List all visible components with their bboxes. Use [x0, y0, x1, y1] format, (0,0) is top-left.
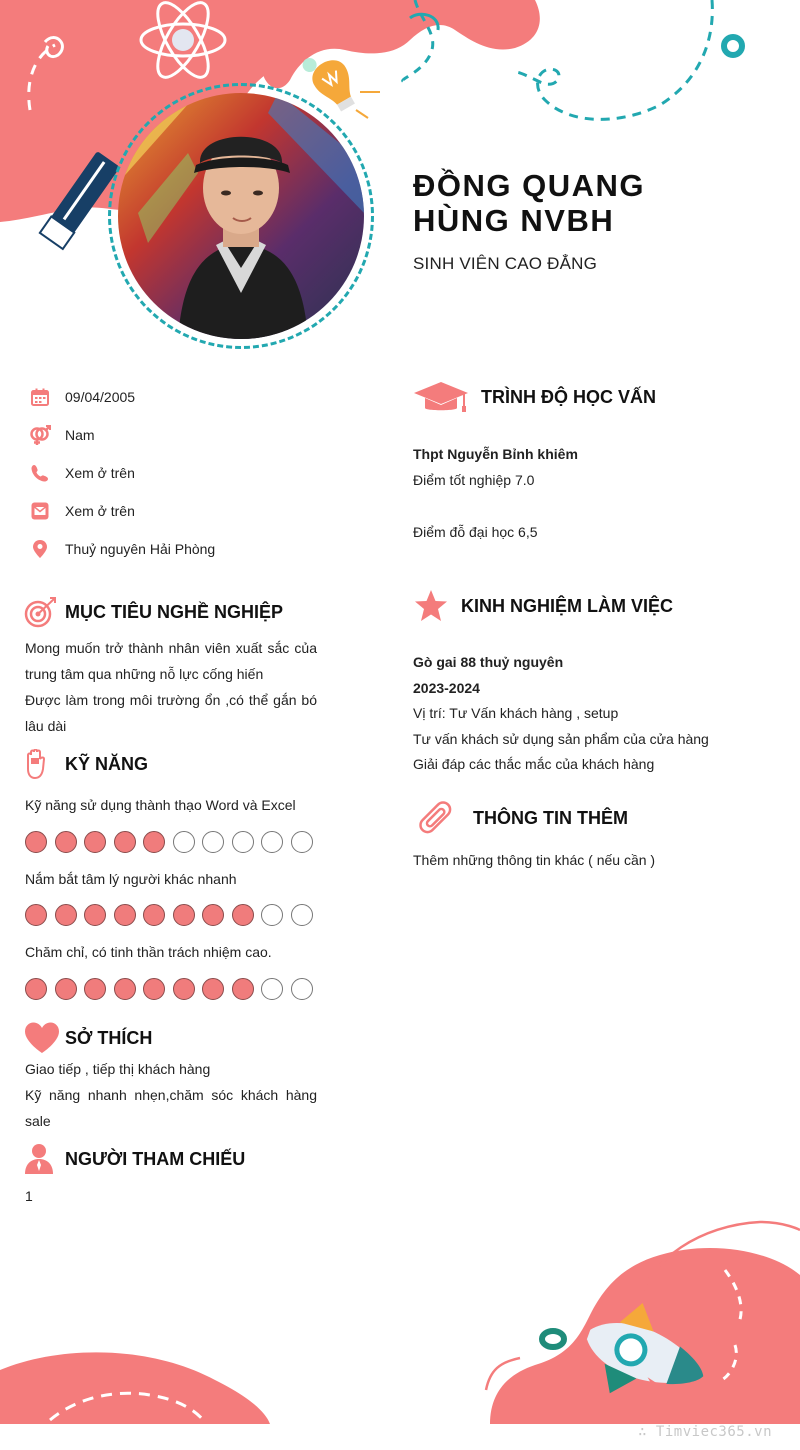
rating-dot-filled [84, 978, 106, 1000]
skill-rating [25, 978, 320, 1000]
avatar [118, 93, 364, 339]
full-name-line1: ĐỒNG QUANG [413, 168, 645, 203]
education-text [413, 441, 783, 545]
skill-rating [25, 904, 320, 926]
rating-dot-filled [55, 904, 77, 926]
rating-dot-empty [291, 904, 313, 926]
rating-dot-filled [202, 904, 224, 926]
rating-dot-filled [143, 831, 165, 853]
target-icon [24, 596, 58, 628]
contact-birthday [28, 385, 135, 409]
experience-line: Tư vấn khách sử dụng sản phẩm của cửa hàng [413, 730, 709, 747]
contact-address [28, 537, 215, 561]
objective-header [24, 596, 283, 628]
additional-header [413, 797, 628, 839]
education-header [413, 380, 656, 414]
rating-dot-filled [143, 978, 165, 1000]
star-icon [413, 589, 449, 623]
education-line: Điểm đỗ đại học 6,5 [413, 524, 538, 540]
address-text: Thuỷ nguyên Hải Phòng [65, 541, 216, 557]
rating-dot-filled [173, 904, 195, 926]
rating-dot-empty [261, 904, 283, 926]
rating-dot-filled [114, 831, 136, 853]
company-name: Gò gai 88 thuỷ nguyên [413, 654, 564, 670]
atom-icon [141, 0, 225, 84]
rating-dot-filled [202, 978, 224, 1000]
contact-phone [28, 461, 135, 485]
gender-icon [28, 423, 52, 447]
phone-text: Xem ở trên [65, 465, 135, 481]
rating-dot-filled [114, 978, 136, 1000]
experience-line: Vị trí: Tư Vấn khách hàng , setup [413, 705, 619, 721]
objective-text [25, 635, 317, 739]
school-name: Thpt Nguyễn Bỉnh khiêm [413, 446, 578, 462]
calendar-icon [28, 385, 52, 409]
skills-header [24, 748, 148, 780]
rating-dot-empty [291, 831, 313, 853]
references-heading: NGƯỜI THAM CHIẾU [65, 1148, 246, 1169]
work-period: 2023-2024 [413, 679, 480, 696]
additional-text: Thêm những thông tin khác ( nếu cần ) [413, 852, 656, 868]
experience-heading: KINH NGHIỆM LÀM VIỆC [461, 595, 674, 616]
rocket-icon [572, 1289, 719, 1421]
rating-dot-filled [55, 831, 77, 853]
rating-dot-filled [84, 904, 106, 926]
references-text: 1 [25, 1188, 33, 1204]
paperclip-icon [413, 797, 459, 839]
email-text: Xem ở trên [65, 503, 135, 519]
rating-dot-empty [202, 831, 224, 853]
objective-heading: MỤC TIÊU NGHỀ NGHIỆP [65, 601, 284, 622]
rating-dot-filled [173, 978, 195, 1000]
rating-dot-filled [25, 831, 47, 853]
rating-dot-filled [114, 904, 136, 926]
rating-dot-empty [261, 978, 283, 1000]
hobby-line: Kỹ năng nhanh nhẹn,chăm sóc khách hàng sale [25, 1087, 317, 1129]
hobby-line: Giao tiếp , tiếp thị khách hàng [25, 1061, 211, 1077]
skill-rating [25, 831, 320, 853]
rating-dot-filled [232, 904, 254, 926]
experience-line: Giải đáp các thắc mắc của khách hàng [413, 756, 655, 772]
rating-dot-empty [261, 831, 283, 853]
references-header [24, 1143, 245, 1175]
hobbies-header [24, 1021, 152, 1055]
hobbies-heading: SỞ THÍCH [65, 1027, 153, 1048]
location-icon [28, 537, 52, 561]
job-title: SINH VIÊN CAO ĐẲNG [413, 254, 598, 273]
graduation-cap-icon [413, 380, 469, 414]
rating-dot-filled [55, 978, 77, 1000]
skill-label: Chăm chỉ, có tinh thần trách nhiệm cao. [25, 944, 272, 960]
email-icon [28, 499, 52, 523]
profile-photo [108, 83, 374, 349]
objective-line: Mong muốn trở thành nhân viên xuất sắc của trung tâm qua những nỗ lực cống hiến [25, 640, 317, 682]
rating-dot-filled [25, 978, 47, 1000]
objective-line: Được làm trong môi trường ổn ,có thể gắn bó lâu dài [25, 692, 317, 734]
full-name-line2: HÙNG NVBH [413, 203, 615, 238]
experience-text [413, 650, 783, 778]
gender-text: Nam [65, 427, 95, 443]
rating-dot-filled [25, 904, 47, 926]
phone-icon [28, 461, 52, 485]
rating-dot-empty [232, 831, 254, 853]
person-icon [24, 1143, 54, 1175]
heart-icon [24, 1021, 60, 1055]
skills-heading: KỸ NĂNG [65, 753, 149, 774]
name-block [413, 168, 783, 274]
watermark: ∴ Timviec365.vn [638, 1424, 772, 1440]
rating-dot-empty [173, 831, 195, 853]
hobbies-text [25, 1056, 317, 1134]
skill-label: Nắm bắt tâm lý người khác nhanh [25, 871, 237, 887]
experience-header [413, 589, 673, 623]
education-heading: TRÌNH ĐỘ HỌC VẤN [481, 386, 656, 407]
rating-dot-empty [291, 978, 313, 1000]
contact-gender [28, 423, 95, 447]
rating-dot-filled [143, 904, 165, 926]
education-line: Điểm tốt nghiệp 7.0 [413, 472, 535, 488]
hand-icon [24, 748, 48, 780]
rating-dot-filled [232, 978, 254, 1000]
skill-label: Kỹ năng sử dụng thành thạo Word và Excel [25, 797, 296, 813]
birthday-text: 09/04/2005 [65, 389, 136, 405]
contact-email [28, 499, 135, 523]
rating-dot-filled [84, 831, 106, 853]
additional-heading: THÔNG TIN THÊM [473, 807, 628, 828]
